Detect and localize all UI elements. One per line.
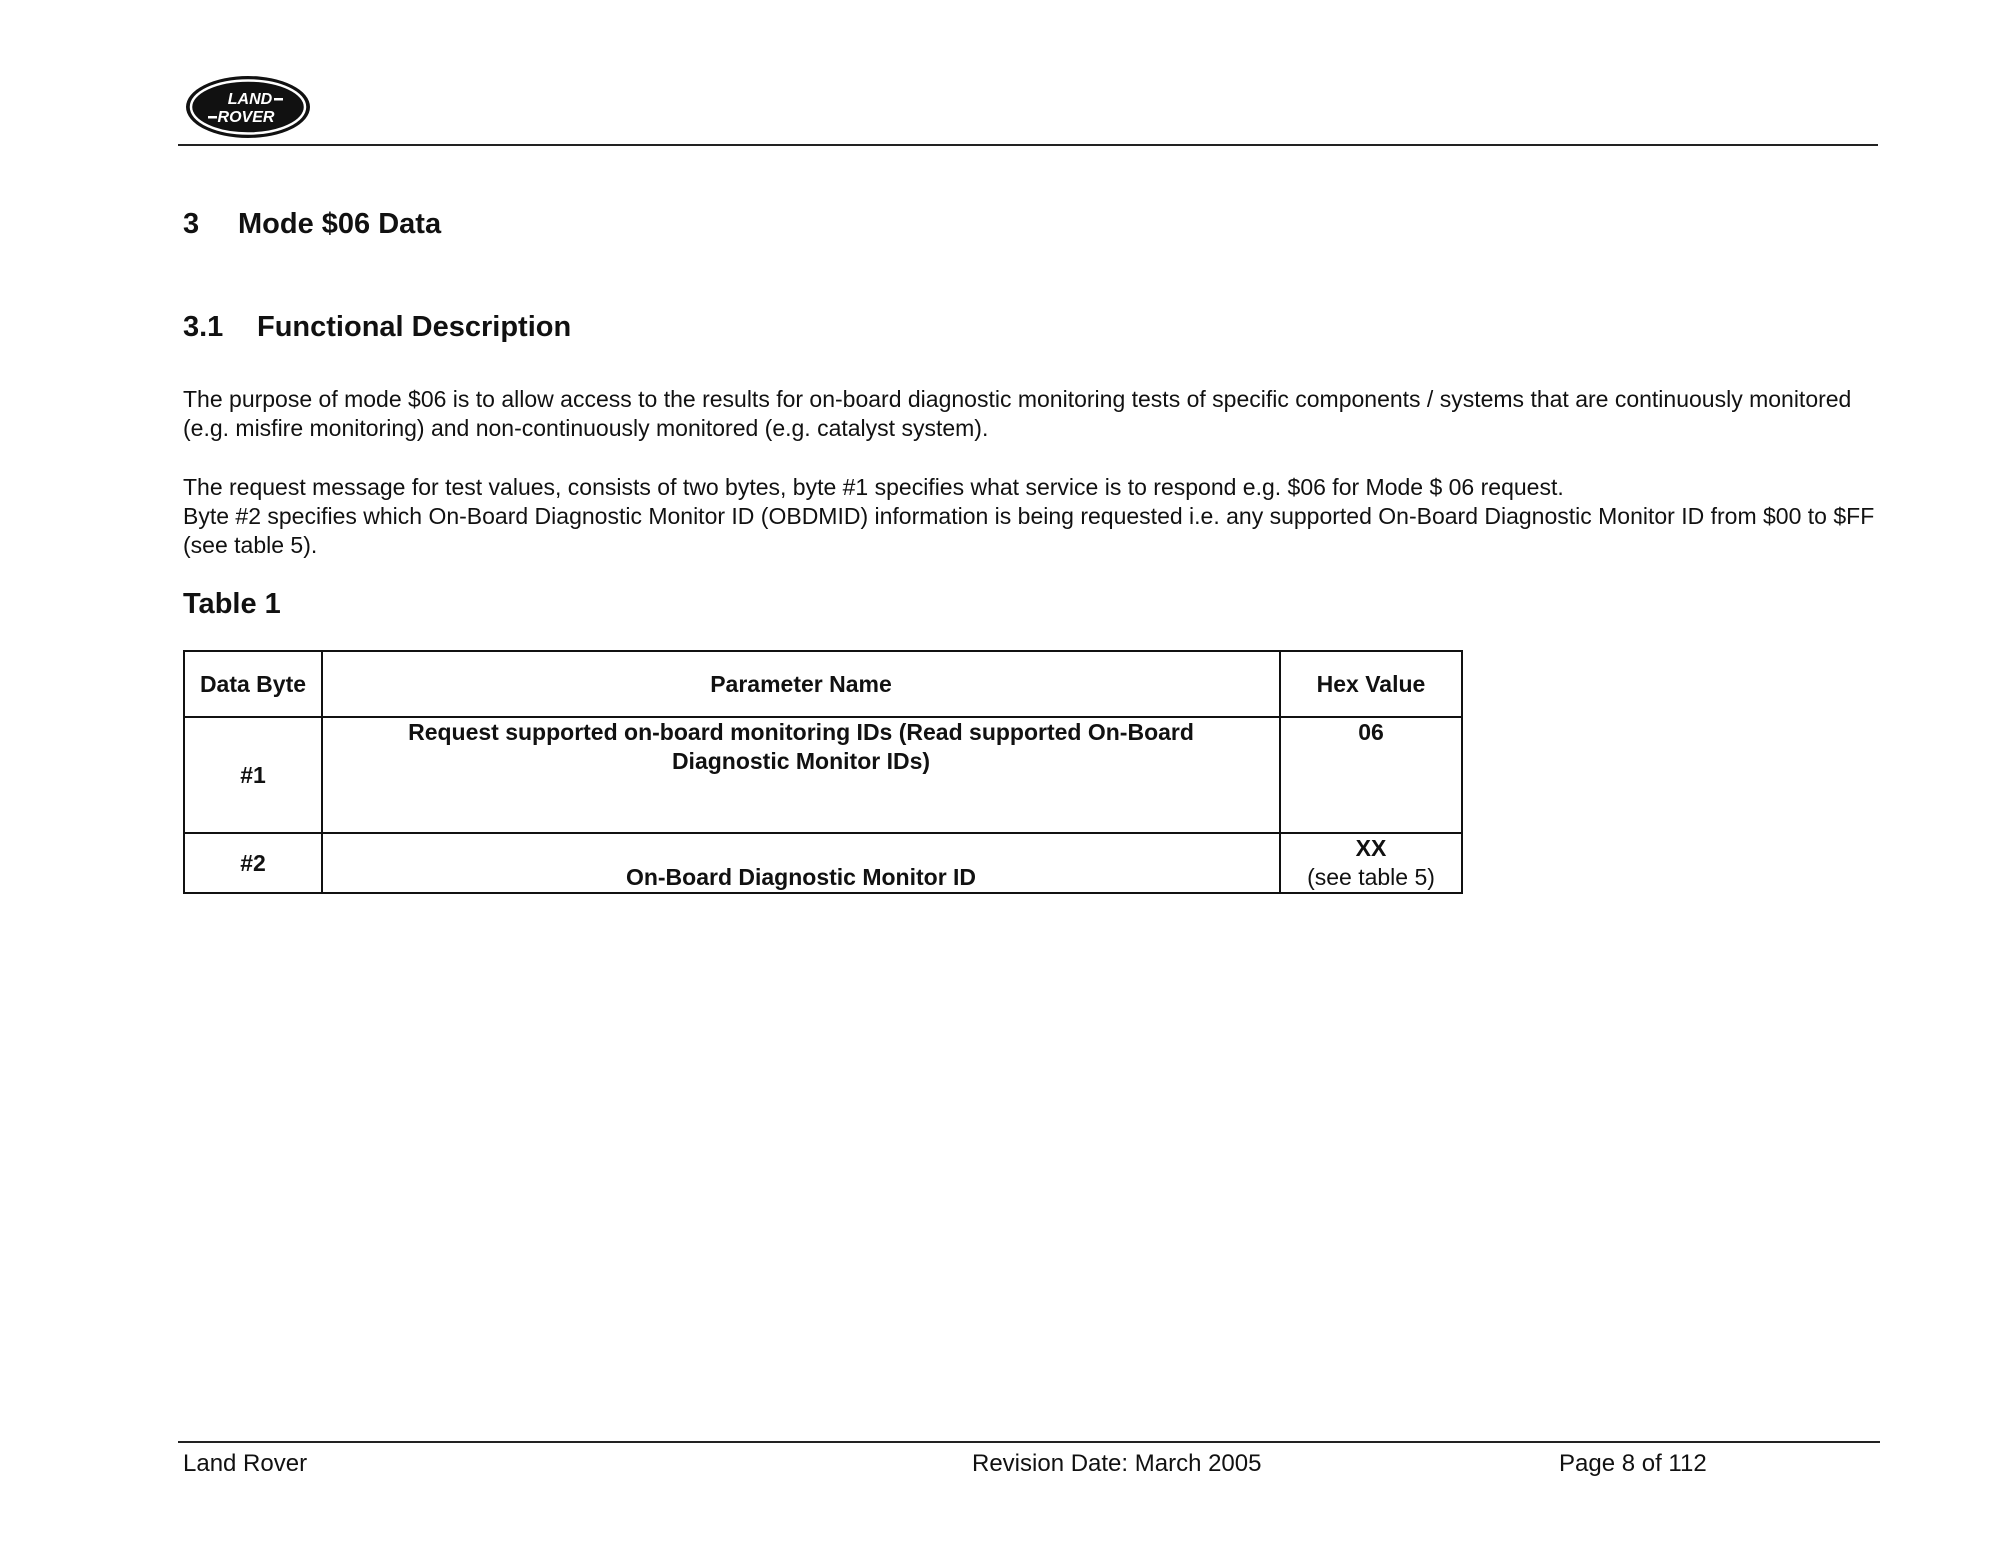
- header-hex-value: Hex Value: [1280, 651, 1462, 717]
- land-rover-logo: [184, 74, 312, 140]
- footer-revision-date: Revision Date: March 2005: [972, 1450, 1262, 1477]
- table-title: Table 1: [183, 588, 281, 620]
- header-data-byte: Data Byte: [184, 651, 322, 717]
- row2-hex-cell: [1280, 833, 1462, 893]
- subsection-heading: [183, 311, 571, 344]
- section-number: 3: [183, 208, 200, 240]
- request-line-2: Byte #2 specifies which On-Board Diagnostic Monitor ID (OBDMID) information is being requested i.e. any supported On-Board Diagnostic Monitor ID from $00 to $FF (see table 5).: [183, 503, 1875, 558]
- row1-hex: 06: [1280, 717, 1462, 833]
- request-line-1: The request message for test values, consists of two bytes, byte #1 specifies what service is to respond e.g. $06 for Mode $ 06 request.: [183, 474, 1564, 500]
- table-row: [184, 717, 1462, 833]
- row2-hex: XX: [1355, 835, 1387, 861]
- row1-parameter-line1: Request supported on-board monitoring IDs (Read supported On-Board: [408, 719, 1194, 745]
- section-heading: [183, 208, 441, 241]
- header-parameter-name: Parameter Name: [322, 651, 1280, 717]
- header-divider: [178, 144, 1878, 146]
- table-header-row: [184, 651, 1462, 717]
- subsection-title: Functional Description: [257, 311, 572, 343]
- request-paragraph: [183, 473, 1883, 560]
- mode06-table: [183, 650, 1463, 894]
- row1-parameter: [322, 717, 1280, 833]
- row2-hex-note: (see table 5): [1307, 864, 1435, 890]
- table-row: [184, 833, 1462, 893]
- footer-page-number: Page 8 of 112: [1559, 1450, 1707, 1477]
- row1-parameter-line2: Diagnostic Monitor IDs): [671, 748, 931, 774]
- row2-byte: #2: [184, 833, 322, 893]
- footer-divider: [178, 1441, 1880, 1443]
- subsection-number: 3.1: [183, 311, 224, 343]
- footer-company: Land Rover: [183, 1450, 308, 1477]
- logo-text-rover: ROVER: [217, 109, 275, 126]
- section-title: Mode $06 Data: [238, 208, 442, 240]
- logo-text-land: LAND: [227, 91, 273, 108]
- purpose-paragraph: The purpose of mode $06 is to allow access to the results for on-board diagnostic monitoring tests of specific components / systems that are continuously monitored (e.g. misfire monitoring) and non-continuously monitored (e.g. catalyst system).: [183, 386, 1852, 441]
- row2-parameter: On-Board Diagnostic Monitor ID: [322, 833, 1280, 893]
- row1-byte: #1: [184, 717, 322, 833]
